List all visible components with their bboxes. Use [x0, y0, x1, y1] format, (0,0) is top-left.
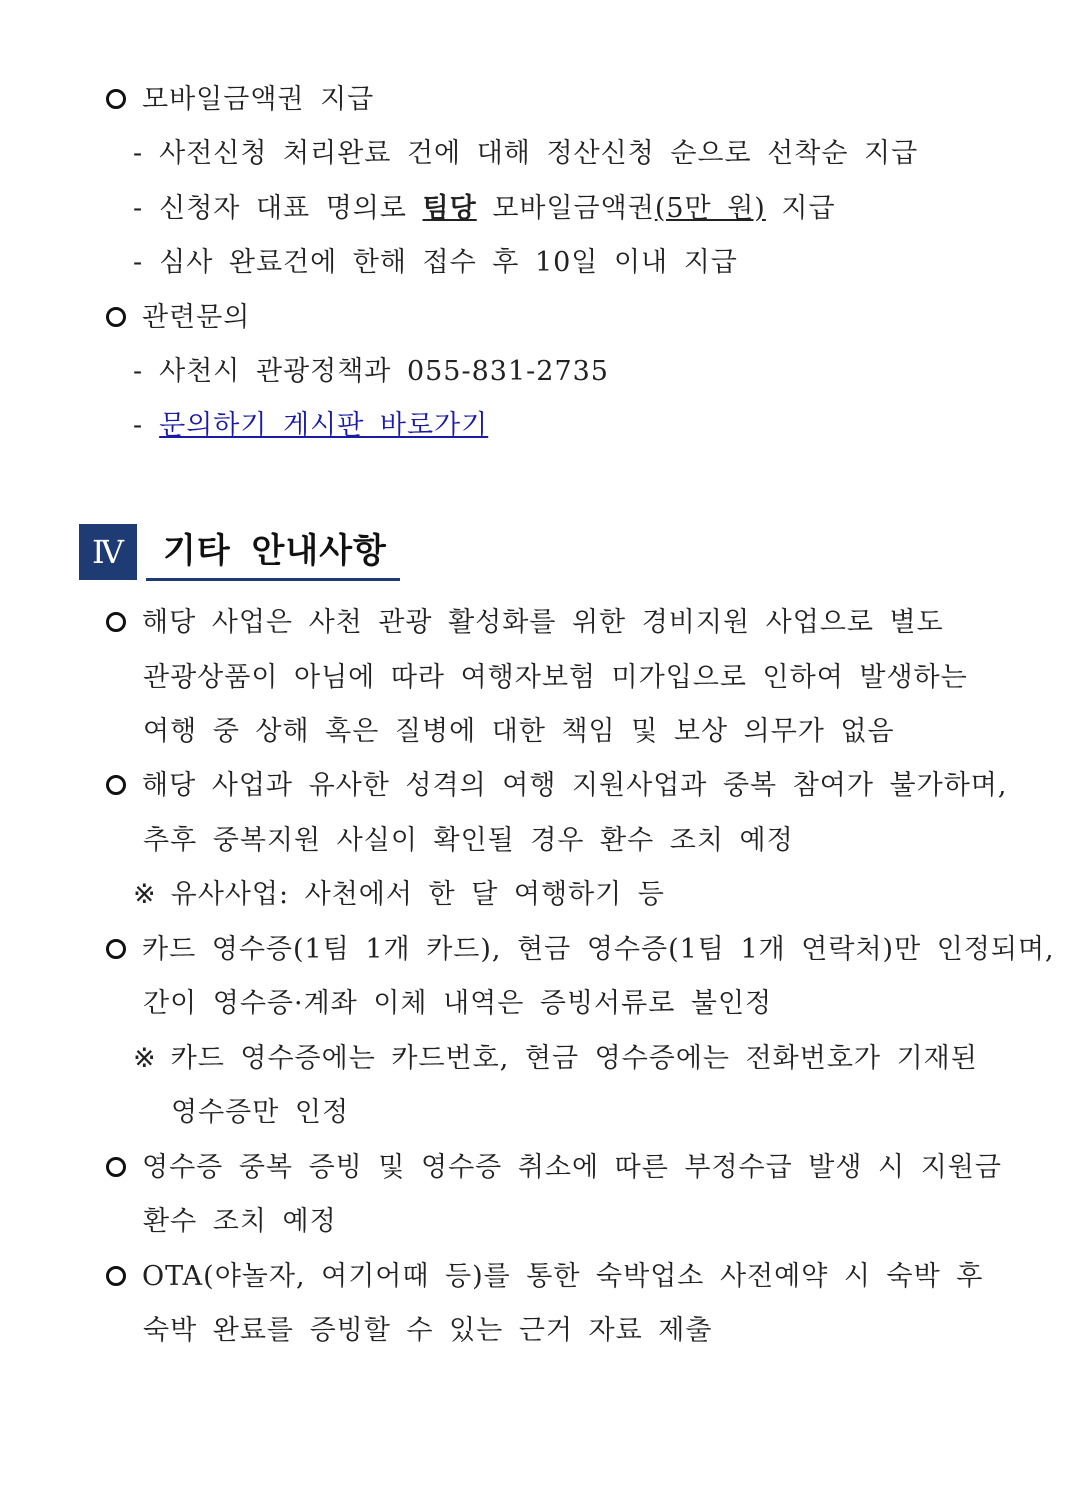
- inquiry-phone: - 사천시 관광정책과 055-831-2735: [133, 356, 609, 387]
- per-team-emphasis: 팀당: [422, 193, 477, 224]
- circle-bullet-icon: [106, 939, 126, 959]
- list-item-team-voucher: - 신청자 대표 명의로 팀당 모바일금액권(5만 원) 지급: [133, 193, 836, 224]
- circle-bullet-icon: [106, 1266, 126, 1286]
- notice-item-continuation: 간이 영수증·계좌 이체 내역은 증빙서류로 불인정: [143, 988, 773, 1019]
- notice-item-continuation: 관광상품이 아님에 따라 여행자보험 미가입으로 인하여 발생하는: [143, 662, 968, 693]
- notice-item: 해당 사업과 유사한 성격의 여행 지원사업과 중복 참여가 불가하며,: [106, 766, 1007, 806]
- notice-item-continuation: 추후 중복지원 사실이 확인될 경우 환수 조치 예정: [143, 825, 794, 856]
- notice-item-continuation: 여행 중 상해 혹은 질병에 대한 책임 및 보상 의무가 없음: [143, 716, 895, 747]
- amount-emphasis: (5만 원): [654, 193, 766, 224]
- notice-item: OTA(야놀자, 여기어때 등)를 통한 숙박업소 사전예약 시 숙박 후: [106, 1257, 983, 1297]
- reference-note: ※ 카드 영수증에는 카드번호, 현금 영수증에는 전화번호가 기재된: [133, 1043, 978, 1074]
- circle-bullet-icon: [106, 89, 126, 109]
- circle-bullet-icon: [106, 1157, 126, 1177]
- notice-item: 영수증 중복 증빙 및 영수증 취소에 따른 부정수급 발생 시 지원금: [106, 1148, 1002, 1188]
- reference-note: ※ 유사사업: 사천에서 한 달 여행하기 등: [133, 879, 665, 910]
- reference-note-continuation: 영수증만 인정: [171, 1097, 350, 1128]
- section-number-badge: Ⅳ: [79, 524, 137, 580]
- section-title: 기타 안내사항: [163, 531, 387, 571]
- circle-bullet-icon: [106, 775, 126, 795]
- section-title-underline: [146, 578, 400, 581]
- inquiry-link-row: - 문의하기 게시판 바로가기: [133, 410, 489, 441]
- notice-item: 해당 사업은 사천 관광 활성화를 위한 경비지원 사업으로 별도: [106, 603, 944, 643]
- circle-bullet-icon: [106, 307, 126, 327]
- circle-bullet-icon: [106, 612, 126, 632]
- notice-item: 카드 영수증(1팀 1개 카드), 현금 영수증(1팀 1개 연락처)만 인정되며,: [106, 930, 1055, 970]
- notice-item-continuation: 숙박 완료를 증빙할 수 있는 근거 자료 제출: [143, 1315, 713, 1346]
- list-item: - 심사 완료건에 한해 접수 후 10일 이내 지급: [133, 247, 738, 278]
- notice-item-continuation: 환수 조치 예정: [143, 1206, 337, 1237]
- mobile-voucher-heading: 모바일금액권 지급: [106, 80, 374, 120]
- inquiry-heading: 관련문의: [106, 298, 250, 338]
- inquiry-board-link[interactable]: 문의하기 게시판 바로가기: [159, 410, 489, 441]
- list-item: - 사전신청 처리완료 건에 대해 정산신청 순으로 선착순 지급: [133, 138, 919, 169]
